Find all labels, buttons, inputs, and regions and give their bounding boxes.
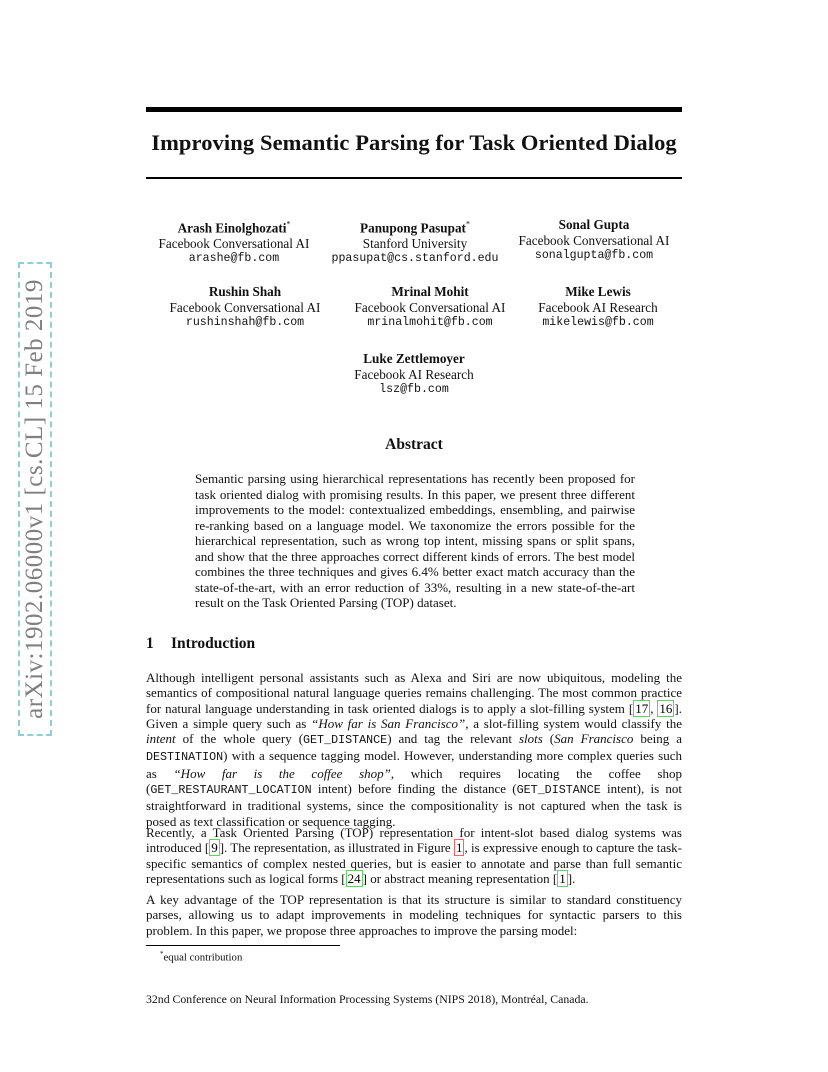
figure-link[interactable]: 1 [455,840,463,856]
author-affiliation: Facebook AI Research [354,366,474,382]
author-name: Mike Lewis [565,284,631,299]
author-block [314,351,514,398]
section-title: Introduction [171,635,256,652]
author-email[interactable]: mrinalmohit@fb.com [367,316,493,329]
title-rule-top [146,107,682,112]
author-affiliation: Facebook Conversational AI [518,232,670,248]
author-name: Arash Einolghozati [177,220,287,236]
citation-link[interactable]: 1 [559,870,566,886]
footnote-mark: * [160,950,164,958]
author-name: Rushin Shah [208,284,282,299]
citation-link[interactable]: 17 [635,700,649,716]
footnote-rule [146,945,340,946]
intro-paragraph-3: A key advantage of the TOP representation is that its structure is similar to standard constituency parses, allowing us to adapt improvements in modeling techniques for syntactic parsers to this problem. In this paper, we propose three approaches to improve the parsing model: [146,892,682,938]
author-block [134,217,334,267]
title-rule-bottom [146,177,682,179]
author-mark: * [286,220,291,229]
section-number: 1 [146,635,154,652]
author-block [494,217,694,264]
author-name: Sonal Gupta [558,217,630,232]
author-email[interactable]: mikelewis@fb.com [542,316,654,329]
author-block [498,284,698,331]
author-email[interactable]: sonalgupta@fb.com [534,249,654,262]
author-email[interactable]: ppasupat@cs.stanford.edu [331,252,499,266]
author-email[interactable]: lsz@fb.com [379,383,449,396]
author-email[interactable]: rushinshah@fb.com [185,316,305,329]
intro-paragraph-1: Although intelligent personal assistants such as Alexa and Siri are now ubiquitous, modeling the semantics of compositional natural language queries remains challenging. The most common practice for natural language understanding in task oriented dialogs is to apply a slot-filling system [ 17 , 16 ]. Given a simple query such as “How far is San Francisco”, a slot-filling system would classify the intent of the whole query (GET_DISTANCE) and tag the relevant slots (San Francisco being a DESTINATION) with a sequence tagging model. However, understanding more complex queries such as “How far is the coffee shop”, which requires locating the coffee shop (GET_RESTAURANT_LOCATION intent) before finding the distance (GET_DISTANCE intent), is not straightforward in traditional systems, since the compositionality is not captured when the task is posed as text classification or sequence tagging. [146,670,683,829]
footnote-text: equal contribution [163,951,243,964]
paper-title: Improving Semantic Parsing for Task Oriented Dialog [151,130,677,155]
venue-note: 32nd Conference on Neural Information Processing Systems (NIPS 2018), Montréal, Canada. [146,992,589,1006]
arxiv-stamp [18,262,52,736]
arxiv-stamp-text: arXiv:1902.06000v1 [cs.CL] 15 Feb 2019 [21,279,49,719]
author-name: Luke Zettlemoyer [363,351,465,366]
author-block [315,217,515,267]
author-mark: * [465,220,470,229]
author-affiliation: Facebook Conversational AI [354,299,506,315]
author-block [145,284,345,331]
author-name: Mrinal Mohit [391,284,469,299]
section-heading [146,635,255,653]
citation-link[interactable]: 9 [211,840,218,856]
citation-link[interactable]: 16 [659,700,673,716]
author-affiliation: Facebook Conversational AI [158,235,310,251]
intro-paragraph-2: Recently, a Task Oriented Parsing (TOP) representation for intent-slot based dialog systems was introduced [ 9 ]. The representation, as illustrated in Figure 1 , is expressive enough to capture the task-specific semantics of complex nested queries, but is easier to annotate and parse than full semantic representations such as logical forms [ 24 ] or abstract meaning representation [ 1 ]. [146,825,682,886]
author-affiliation: Stanford University [362,235,468,251]
author-affiliation: Facebook Conversational AI [169,299,321,315]
footnote [160,950,242,964]
citation-link[interactable]: 24 [347,870,361,886]
abstract-heading: Abstract [385,436,443,453]
author-email[interactable]: arashe@fb.com [188,252,280,266]
abstract-body: Semantic parsing using hierarchical representations has recently been proposed for task oriented dialog with promising results. In this paper, we present three different improvements to the model: contextualized embeddings, ensembling, and pairwise re-ranking based on a language model. We taxonomize the errors possible for the hierarchical representation, such as wrong top intent, missing spans or split spans, and show that the three approaches correct different kinds of errors. The best model combines the three techniques and gives 6.4% better exact match accuracy than the state-of-the-art, with an error reduction of 33%, resulting in a new state-of-the-art result on the Task Oriented Parsing (TOP) dataset. [195,471,635,610]
author-affiliation: Facebook AI Research [538,299,658,315]
author-name: Panupong Pasupat [360,220,466,236]
